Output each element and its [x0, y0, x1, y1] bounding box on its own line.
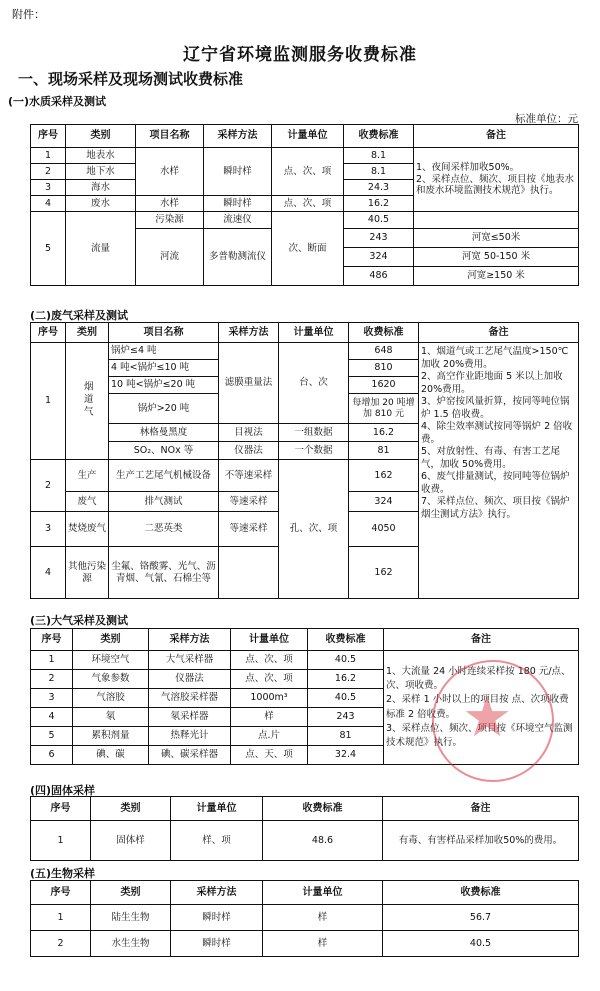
col-header: 项目名称	[136, 125, 204, 148]
col-header: 序号	[31, 125, 66, 148]
note	[414, 212, 579, 229]
col-header: 计量单位	[279, 323, 349, 343]
note: 河宽≤50米	[414, 229, 579, 248]
col-header: 计量单位	[231, 629, 308, 651]
row-no: 1	[31, 651, 73, 670]
unit: 点.片	[231, 727, 308, 746]
item-name: 锅炉>20 吨	[109, 394, 219, 424]
col-header: 类别	[66, 323, 109, 343]
method: 瞬时样	[204, 148, 272, 196]
col-header: 收费标准	[308, 629, 384, 651]
unit: 孔、次、项	[279, 460, 349, 599]
fee: 40.5	[308, 689, 384, 708]
category-text: 烟道气	[81, 380, 93, 419]
row-category: 累积剂量	[73, 727, 149, 746]
row-no: 2	[31, 164, 66, 180]
fee: 每增加 20 吨增加 810 元	[349, 394, 419, 424]
fee: 324	[344, 248, 414, 267]
method: 瞬时样	[171, 931, 263, 957]
unit: 台、次	[279, 343, 349, 424]
method: 滤膜重量法	[219, 343, 279, 424]
method: 碘、碳采样器	[149, 746, 231, 765]
row-category: 生产	[66, 460, 109, 492]
col-header: 采样方法	[219, 323, 279, 343]
fee: 16.2	[349, 424, 419, 442]
fee: 4050	[349, 512, 419, 547]
row-no: 1	[31, 343, 66, 460]
method: 氡采样器	[149, 708, 231, 727]
item-name: 10 吨<锅炉≤20 吨	[109, 377, 219, 394]
col-header: 序号	[31, 881, 91, 905]
row-no: 5	[31, 727, 73, 746]
fee: 48.6	[263, 821, 383, 861]
col-header: 备注	[414, 125, 579, 148]
row-category	[66, 343, 109, 460]
item-name: 生产工艺尾气机械设备	[109, 460, 219, 492]
row-category: 其他污染源	[66, 547, 109, 599]
method: 多普勒测流仪	[204, 229, 272, 286]
method: 气溶胶采样器	[149, 689, 231, 708]
fee: 56.7	[383, 905, 579, 931]
row-no: 6	[31, 746, 73, 765]
row-category: 固体样	[91, 821, 171, 861]
row-category: 气象参数	[73, 670, 149, 689]
col-header: 收费标准	[263, 797, 383, 821]
row-no: 1	[31, 821, 91, 861]
unit: 点、次、项	[231, 651, 308, 670]
col-header: 采样方法	[171, 881, 263, 905]
row-no: 2	[31, 460, 66, 512]
fee: 1620	[349, 377, 419, 394]
col-header: 序号	[31, 323, 66, 343]
fee: 32.4	[308, 746, 384, 765]
note: 1、烟道气或工艺尾气温度>150℃加收 20%费用。 2、高空作业距地面 5 米以上加收 20%费用。 3、炉窑按风量折算，按同等吨位锅炉 1.5 倍收费。 4、除尘效率测试按同等锅炉 2 倍收费。 5、对放射性、有毒、有害工艺尾气，加收 50%费用。 6、废气排量测试，按同吨等位锅炉收费。 7、采样点位、频次、项目按《锅炉烟尘测试方法》执行。	[419, 343, 579, 599]
seal-star-icon: ★	[462, 685, 513, 750]
col-header: 序号	[31, 629, 73, 651]
note: 1、大流量 24 小时连续采样按 180 元/点、次、项收费。 2、采样 1 小时以上的项目按 点、次项收费标准 2 倍收费。 3、采样点位、频次、项目按《环境空气监测技术规范》执行。	[384, 651, 579, 765]
item-name: 林格曼黑度	[109, 424, 219, 442]
row-category: 废气	[66, 492, 109, 512]
row-category: 水生生物	[91, 931, 171, 957]
row-category: 焚烧废气	[66, 512, 109, 547]
note: 河宽≥150 米	[414, 267, 579, 286]
row-category: 海水	[66, 180, 136, 196]
method: 瞬时样	[204, 196, 272, 212]
fee: 162	[349, 460, 419, 492]
attachment-label: 附件：	[12, 8, 45, 21]
fee: 16.2	[344, 196, 414, 212]
solid-heading: (四)固体采样	[30, 784, 96, 797]
row-no: 1	[31, 148, 66, 164]
method: 等速采样	[219, 492, 279, 512]
page-title: 辽宁省环境监测服务收费标准	[183, 45, 417, 65]
row-category: 地表水	[66, 148, 136, 164]
item-name: 水样	[136, 196, 204, 212]
unit: 点、天、项	[231, 746, 308, 765]
row-no: 5	[31, 212, 66, 286]
fee: 81	[308, 727, 384, 746]
method: 热释光计	[149, 727, 231, 746]
item-name: 水样	[136, 148, 204, 196]
fee: 16.2	[308, 670, 384, 689]
unit-label: 标准单位：元	[515, 113, 578, 125]
method: 大气采样器	[149, 651, 231, 670]
fee: 243	[308, 708, 384, 727]
bio-heading: (五)生物采样	[30, 867, 96, 880]
item-name: 排气测试	[109, 492, 219, 512]
fee: 648	[349, 343, 419, 360]
col-header: 收费标准	[349, 323, 419, 343]
row-no: 3	[31, 512, 66, 547]
unit: 1000m³	[231, 689, 308, 708]
col-header: 类别	[73, 629, 149, 651]
col-header: 备注	[383, 797, 579, 821]
col-header: 采样方法	[204, 125, 272, 148]
row-no: 1	[31, 905, 91, 931]
col-header: 备注	[384, 629, 579, 651]
item-name: 尘氟、铬酸雾、光气、沥青烟、气氰、石棉尘等	[109, 547, 219, 599]
note: 河宽 50-150 米	[414, 248, 579, 267]
item-name: 锅炉≤4 吨	[109, 343, 219, 360]
fee: 324	[349, 492, 419, 512]
unit: 次、断面	[272, 212, 344, 286]
row-no: 2	[31, 931, 91, 957]
col-header: 计量单位	[263, 881, 383, 905]
unit: 点、次、项	[272, 196, 344, 212]
row-category: 气溶胶	[73, 689, 149, 708]
row-no: 4	[31, 196, 66, 212]
row-category: 地下水	[66, 164, 136, 180]
col-header: 收费标准	[344, 125, 414, 148]
row-category: 废水	[66, 196, 136, 212]
row-no: 4	[31, 547, 66, 599]
unit: 样、项	[171, 821, 263, 861]
water-table	[30, 124, 579, 286]
fee: 24.3	[344, 180, 414, 196]
row-category: 流量	[66, 212, 136, 286]
method: 仪器法	[149, 670, 231, 689]
unit: 样	[263, 905, 383, 931]
method: 流速仪	[204, 212, 272, 229]
row-no: 2	[31, 670, 73, 689]
fee: 243	[344, 229, 414, 248]
fee: 8.1	[344, 148, 414, 164]
row-category: 碘、碳	[73, 746, 149, 765]
gas-heading: (二)废气采样及测试	[30, 309, 129, 322]
unit: 一组数据	[279, 424, 349, 442]
bio-table	[30, 880, 579, 957]
method	[219, 547, 279, 599]
unit: 一个数据	[279, 442, 349, 460]
col-header: 序号	[31, 797, 91, 821]
row-category: 氡	[73, 708, 149, 727]
row-category: 环境空气	[73, 651, 149, 670]
item-name: 4 吨<锅炉≤10 吨	[109, 360, 219, 377]
item-name: 污染源	[136, 212, 204, 229]
note: 1、夜间采样加收50%。 2、采样点位、频次、项目按《地表水和废水环境监测技术规范》执行。	[414, 148, 579, 212]
item-name: SO₂、NOx 等	[109, 442, 219, 460]
col-header: 计量单位	[171, 797, 263, 821]
fee: 40.5	[308, 651, 384, 670]
section-heading: 一、现场采样及现场测试收费标准	[18, 70, 244, 88]
item-name: 河流	[136, 229, 204, 286]
fee: 40.5	[344, 212, 414, 229]
unit: 样	[263, 931, 383, 957]
unit: 点、次、项	[231, 670, 308, 689]
row-no: 3	[31, 180, 66, 196]
col-header: 类别	[91, 797, 171, 821]
col-header: 类别	[91, 881, 171, 905]
col-header: 采样方法	[149, 629, 231, 651]
method: 瞬时样	[171, 905, 263, 931]
row-category: 陆生生物	[91, 905, 171, 931]
fee: 810	[349, 360, 419, 377]
col-header: 收费标准	[383, 881, 579, 905]
method: 等速采样	[219, 512, 279, 547]
unit: 点、次、项	[272, 148, 344, 196]
method: 不等速采样	[219, 460, 279, 492]
unit: 样	[231, 708, 308, 727]
fee: 486	[344, 267, 414, 286]
note: 有毒、有害样品采样加收50%的费用。	[383, 821, 579, 861]
fee: 8.1	[344, 164, 414, 180]
water-heading: (一)水质采样及测试	[8, 95, 107, 108]
col-header: 类别	[66, 125, 136, 148]
air-heading: (三)大气采样及测试	[30, 614, 129, 627]
fee: 40.5	[383, 931, 579, 957]
item-name: 二恶英类	[109, 512, 219, 547]
row-no: 3	[31, 689, 73, 708]
method: 目视法	[219, 424, 279, 442]
fee: 162	[349, 547, 419, 599]
row-no: 4	[31, 708, 73, 727]
col-header: 计量单位	[272, 125, 344, 148]
solid-table	[30, 796, 579, 861]
col-header: 备注	[419, 323, 579, 343]
method: 仪器法	[219, 442, 279, 460]
gas-table	[30, 322, 579, 599]
col-header: 项目名称	[109, 323, 219, 343]
fee: 81	[349, 442, 419, 460]
